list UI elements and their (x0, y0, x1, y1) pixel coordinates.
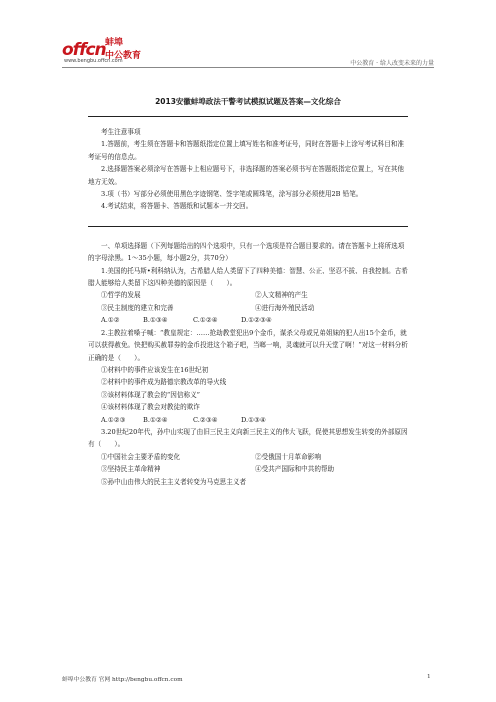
logo-city: 蚌埠 (105, 38, 124, 48)
statement: ③坚持民主革命精神 (101, 465, 161, 474)
choice-a: A.①②③ (101, 415, 126, 424)
question-3-statements (88, 451, 408, 463)
choice-a: A.①② (101, 316, 120, 325)
notice-item: 1.答题前，考生须在答题卡和答题纸指定位置上填写姓名和准考证号，同时在答题卡上涂写考试科目和准考证号的信息点。 (88, 140, 405, 161)
choice-c: C.①②④ (193, 316, 218, 325)
page-number: 1 (427, 674, 431, 680)
choice-d: D.①②③④ (241, 316, 272, 325)
logo-brand: 中公教育 (105, 51, 142, 61)
notice-item: 4.考试结束，将答题卡、答题纸和试题本一并交回。 (101, 202, 253, 211)
question-2-choices (88, 414, 408, 426)
statement: ④该材料体现了教会对教徒的欺诈 (101, 403, 200, 412)
choice-b: B.①②④ (143, 415, 168, 424)
question-2-stem: 2.主教拉着嗓子喊：“教皇规定：……抢劫教堂犯出9个金币，谋杀父母或兄弟姐妹的犯人出15个金币，就可以获得赦免。快把购买赦罪券的金币投进这个箱子吧，当啷一响，灵魂就可以升天堂了啊！”对这一材料分析正确的是（ ）。 (88, 328, 408, 362)
question-1-statements (88, 289, 408, 301)
offcn-logo (62, 40, 152, 64)
question-3-stem: 3.20世纪20年代，孙中山实现了由旧三民主义向新三民主义的伟大飞跃，促使其思想发生转变的外部原因有（ ）。 (88, 427, 408, 449)
choice-c: C.②③④ (193, 415, 218, 424)
question-1-stem: 1.美国的托马斯•利科纳认为，古希腊人给人类留下了四种美德：智慧、公正、坚忍不拔、自我控制。古希腊人能够给人类留下这四种美德的原因是（ ）。 (88, 266, 408, 288)
statement: ③该材料体现了教会的“因信称义” (101, 390, 201, 399)
statement: ③民主制度的建立和完善 (101, 303, 174, 312)
statement: ②受俄国十月革命影响 (255, 452, 321, 461)
logo-url: www.bengbu.offcn.com (64, 58, 123, 64)
document-title: 2013安徽蚌埠政法干警考试模拟试题及答案—文化综合 (155, 97, 341, 106)
page-header (0, 0, 496, 70)
statement: ④受共产国际和中共的帮助 (255, 465, 335, 474)
statement: ①哲学的发展 (101, 291, 141, 300)
header-rule (62, 67, 434, 68)
question-1-choices (88, 314, 408, 326)
statement: ⑤孙中山由伟大的民主主义者转变为马克思主义者 (101, 477, 247, 486)
notice-item: 2.选择题答案必须涂写在答题卡上相应题号下，非选择题的答案必须书写在答题纸指定位置上，写在其他地方无效。 (88, 165, 405, 186)
notice-item: 3.项（书）写部分必须使用黑色字迹钢笔、签字笔或圆珠笔，涂写部分必须使用2B 铅笔。 (101, 190, 363, 199)
choice-b: B.①③④ (143, 316, 168, 325)
document-body (88, 126, 408, 488)
section-intro: 一、单项选择题（下列每题给出的四个选项中，只有一个选项是符合题目要求的。请在答题卡上将所选项的字母涂黑。1～35小题，每小题2分，共70分） (88, 241, 405, 263)
notice-heading: 考生注意事项 (101, 128, 141, 136)
question-3-statements (88, 463, 408, 475)
question-1-statements (88, 302, 408, 314)
statement: ④进行海外殖民活动 (255, 303, 315, 312)
statement: ②材料中的事件成为路德宗教改革的导火线 (101, 378, 227, 387)
choice-d: D.①③④ (241, 415, 266, 424)
footer-site: 蚌埠中公教育 官网 http://bengbu.offcn.com (62, 677, 183, 683)
logo-mark: offcn (62, 40, 106, 60)
statement: ②人文精神的产生 (255, 291, 308, 300)
section-rule (88, 226, 408, 227)
statement: ①材料中的事件应该发生在16世纪初 (101, 365, 209, 374)
title-rule (88, 116, 408, 117)
header-slogan: 中公教育 · 给人改变未来的力量 (350, 60, 434, 67)
statement: ①中国社会主要矛盾的变化 (101, 452, 181, 461)
